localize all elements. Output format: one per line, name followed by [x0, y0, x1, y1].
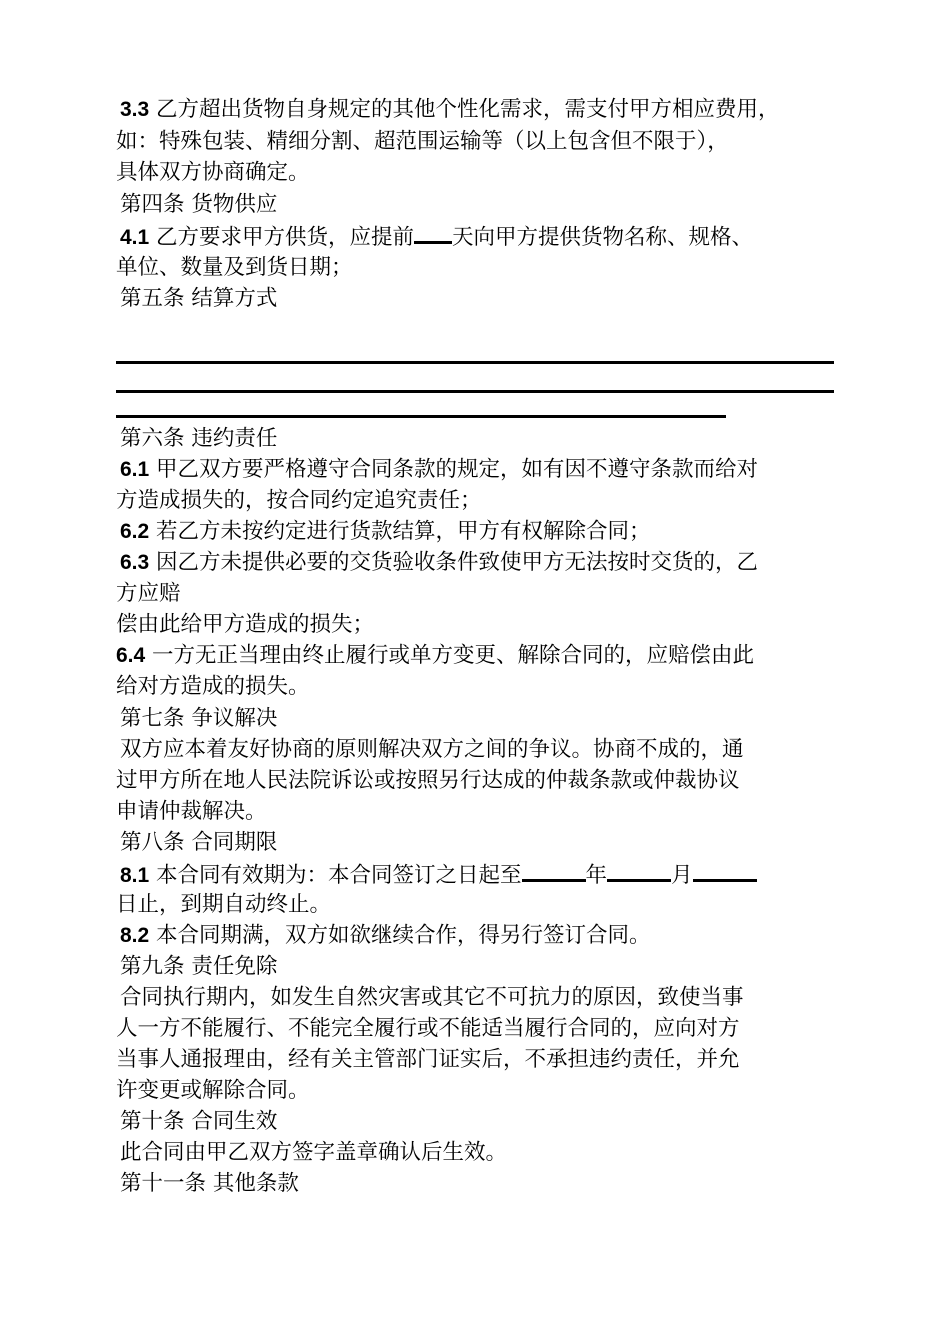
blank-day-field[interactable]: [693, 858, 757, 882]
clause-number: 4.1: [120, 226, 150, 249]
clause-4-1-line-1: [120, 220, 850, 252]
clause-text: 本合同期满，双方如欲继续合作，得另行签订合同。: [149, 923, 651, 948]
clause-8-1-line-2: 日止，到期自动终止。: [116, 892, 332, 917]
blank-month-field[interactable]: [607, 858, 671, 882]
article-11-heading: 第十一条 其他条款: [120, 1171, 299, 1196]
settlement-blank-line-3[interactable]: [116, 415, 726, 418]
blank-days-field[interactable]: [414, 220, 452, 244]
clause-6-3-line-3: 偿由此给甲方造成的损失；: [116, 612, 375, 637]
article-4-heading: 第四条 货物供应: [120, 192, 278, 217]
article-10-line-1: 此合同由甲乙双方签字盖章确认后生效。: [120, 1140, 508, 1165]
blank-year-field[interactable]: [522, 858, 586, 882]
clause-text: 一方无正当理由终止履行或单方变更、解除合同的，应赔偿由此: [145, 643, 755, 668]
clause-text: 乙方要求甲方供货，应提前: [149, 225, 415, 250]
clause-6-1-line-1: [120, 454, 850, 486]
clause-text: 月: [671, 863, 693, 888]
clause-text: 因乙方未提供必要的交货验收条件致使甲方无法按时交货的，乙: [149, 550, 759, 575]
clause-3-3-line-1: [120, 94, 850, 126]
clause-number: 6.4: [116, 644, 146, 667]
clause-number: 3.3: [120, 98, 150, 121]
clause-text: 乙方超出货物自身规定的其他个性化需求，需支付甲方相应费用，: [149, 97, 780, 122]
clause-6-4-line-2: 给对方造成的损失。: [116, 674, 310, 699]
settlement-blank-line-1[interactable]: [116, 361, 834, 364]
article-9-line-1: 合同执行期内，如发生自然灾害或其它不可抗力的原因，致使当事: [120, 985, 744, 1010]
clause-8-1-line-1: [120, 858, 850, 890]
article-9-line-3: 当事人通报理由，经有关主管部门证实后，不承担违约责任，并允: [116, 1047, 740, 1072]
article-7-heading: 第七条 争议解决: [120, 706, 278, 731]
article-5-heading: 第五条 结算方式: [120, 286, 278, 311]
clause-text: 甲乙双方要严格遵守合同条款的规定，如有因不遵守条款而给对: [149, 457, 759, 482]
clause-6-3-line-2: 方应赔: [116, 581, 181, 606]
article-10-heading: 第十条 合同生效: [120, 1109, 278, 1134]
clause-number: 8.2: [120, 924, 150, 947]
clause-text: 天向甲方提供货物名称、规格、: [452, 225, 754, 250]
article-9-heading: 第九条 责任免除: [120, 954, 278, 979]
clause-8-2: [120, 920, 850, 952]
clause-number: 6.2: [120, 520, 150, 543]
clause-6-2: [120, 516, 850, 548]
clause-6-1-line-2: 方造成损失的，按合同约定追究责任；: [116, 488, 482, 513]
clause-3-3-line-2: 如：特殊包装、精细分割、超范围运输等（以上包含但不限于），: [116, 129, 729, 154]
clause-6-3-line-1: [120, 547, 850, 579]
clause-number: 6.1: [120, 458, 150, 481]
clause-6-4-line-1: [116, 640, 846, 672]
settlement-blank-line-2[interactable]: [116, 390, 834, 393]
article-7-line-1: 双方应本着友好协商的原则解决双方之间的争议。协商不成的，通: [120, 737, 744, 762]
clause-text: 若乙方未按约定进行货款结算，甲方有权解除合同；: [149, 519, 651, 544]
article-6-heading: 第六条 违约责任: [120, 426, 278, 451]
article-9-line-4: 许变更或解除合同。: [116, 1078, 310, 1103]
article-7-line-2: 过甲方所在地人民法院诉讼或按照另行达成的仲裁条款或仲裁协议: [116, 768, 740, 793]
article-9-line-2: 人一方不能履行、不能完全履行或不能适当履行合同的，应向对方: [116, 1016, 740, 1041]
clause-4-1-line-2: 单位、数量及到货日期；: [116, 255, 353, 280]
article-7-line-3: 申请仲裁解决。: [116, 799, 267, 824]
clause-number: 8.1: [120, 864, 150, 887]
clause-text: 年: [585, 863, 608, 888]
clause-number: 6.3: [120, 551, 150, 574]
clause-text: 本合同有效期为：本合同签订之日起至: [149, 863, 522, 888]
article-8-heading: 第八条 合同期限: [120, 830, 278, 855]
clause-3-3-line-3: 具体双方协商确定。: [116, 160, 310, 185]
